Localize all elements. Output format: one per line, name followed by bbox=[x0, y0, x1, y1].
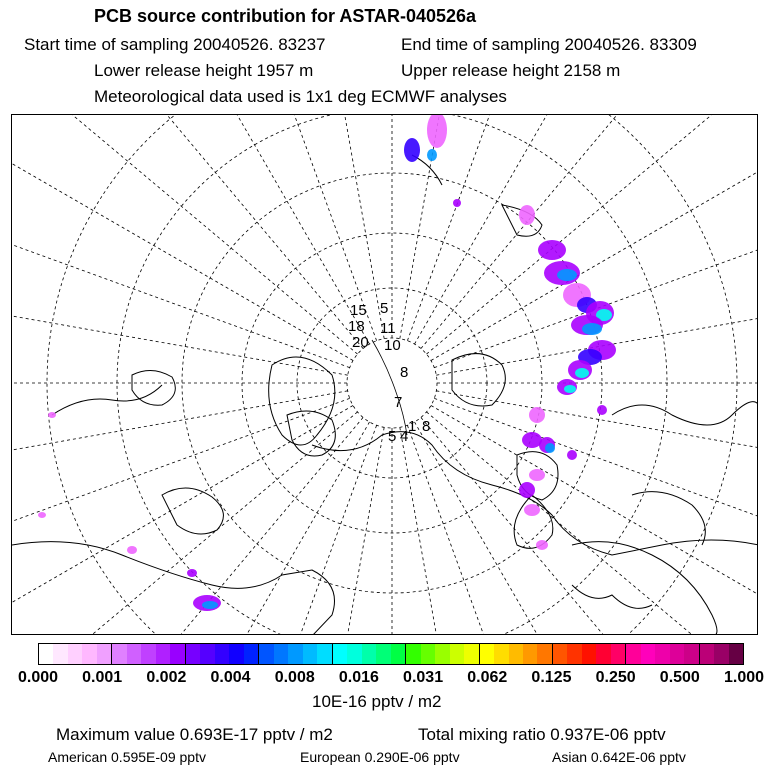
color-scale-cell bbox=[626, 644, 640, 664]
american-contribution: American 0.595E-09 pptv bbox=[48, 749, 206, 765]
meridian-line bbox=[12, 398, 350, 622]
color-scale-tick-label: 0.062 bbox=[467, 669, 508, 686]
plume-blob bbox=[127, 546, 137, 554]
meridian-line bbox=[42, 115, 370, 344]
trajectory-label: 1 bbox=[408, 418, 417, 435]
color-scale-cell bbox=[596, 644, 610, 664]
lower-release-label: Lower release height 1957 m bbox=[94, 61, 314, 80]
color-scale-bar bbox=[38, 643, 744, 665]
color-scale-tick-label: 0.125 bbox=[531, 669, 572, 686]
color-scale-cell bbox=[641, 644, 655, 664]
plume-blob bbox=[38, 512, 46, 518]
color-scale-cell bbox=[156, 644, 170, 664]
color-scale-tick-label: 1.000 bbox=[723, 669, 765, 686]
plume-blob bbox=[427, 149, 437, 161]
color-scale-cell bbox=[553, 644, 567, 664]
color-scale-cell bbox=[259, 644, 273, 664]
color-scale-cell bbox=[333, 644, 347, 664]
color-scale-cell bbox=[215, 644, 229, 664]
plume-blob bbox=[557, 269, 577, 281]
color-scale-cell bbox=[288, 644, 302, 664]
color-scale-cell bbox=[480, 644, 494, 664]
meridian-line bbox=[12, 406, 353, 636]
color-scale-cell bbox=[53, 644, 67, 664]
trajectory-label: 10 bbox=[384, 337, 401, 354]
coastline bbox=[269, 357, 335, 445]
color-scale-cell bbox=[700, 644, 714, 664]
color-scale-cell bbox=[186, 644, 200, 664]
plume-blob bbox=[427, 115, 447, 148]
color-scale-cell bbox=[494, 644, 508, 664]
meridian-line bbox=[270, 115, 384, 339]
color-scale-cell bbox=[112, 644, 126, 664]
plume-blob bbox=[529, 407, 545, 423]
color-scale-cell bbox=[127, 644, 141, 664]
plume-blob bbox=[519, 205, 535, 225]
plume-blob bbox=[567, 450, 577, 460]
plume-blob bbox=[536, 540, 548, 550]
color-scale-tick-label: 0.000 bbox=[17, 669, 59, 686]
polar-map bbox=[12, 115, 758, 635]
color-scale-cell bbox=[229, 644, 243, 664]
meridian-line bbox=[12, 115, 358, 354]
trajectory-label: 15 bbox=[350, 302, 367, 319]
plume-blob bbox=[538, 240, 566, 260]
color-scale-cell bbox=[450, 644, 464, 664]
plume-blob bbox=[582, 323, 602, 335]
color-scale-tick-label: 0.016 bbox=[338, 669, 379, 686]
color-scale-cell bbox=[435, 644, 449, 664]
color-scale-cell bbox=[200, 644, 214, 664]
latitude-circle bbox=[297, 288, 487, 478]
unit-label: 10E-16 pptv / m2 bbox=[312, 692, 442, 711]
color-scale-cell bbox=[523, 644, 537, 664]
meridian-line bbox=[436, 391, 758, 505]
color-scale-cell bbox=[567, 644, 581, 664]
trajectory-labels bbox=[348, 300, 430, 445]
meridian-line bbox=[12, 144, 350, 368]
color-scale-cell bbox=[170, 644, 185, 664]
map-title: PCB source contribution for ASTAR-040526a bbox=[94, 6, 477, 26]
color-scale-cell bbox=[244, 644, 259, 664]
meridian-line bbox=[426, 412, 758, 635]
color-scale-cell bbox=[274, 644, 288, 664]
coastline bbox=[632, 492, 705, 545]
map-frame bbox=[11, 114, 758, 635]
plume-blob bbox=[597, 405, 607, 415]
trajectory-label: 8 bbox=[400, 364, 409, 381]
coastline bbox=[612, 402, 758, 425]
color-scale-cell bbox=[421, 644, 435, 664]
plume-blob bbox=[453, 199, 461, 207]
color-scale-cell bbox=[655, 644, 669, 664]
plume-blob bbox=[522, 432, 542, 448]
meridian-line bbox=[12, 115, 363, 349]
color-scale-tick-label: 0.001 bbox=[82, 669, 123, 686]
color-scale-tick-label: 0.500 bbox=[659, 669, 700, 686]
trajectory-label: 11 bbox=[380, 320, 396, 337]
plume-blob bbox=[524, 504, 540, 516]
plume-blob bbox=[202, 601, 218, 609]
color-scale-cell bbox=[537, 644, 552, 664]
color-scale-cell bbox=[303, 644, 317, 664]
color-scale-cell bbox=[391, 644, 406, 664]
color-scale-cell bbox=[714, 644, 728, 664]
plume-field bbox=[38, 115, 616, 611]
color-scale-cell bbox=[684, 644, 699, 664]
plume-blob bbox=[564, 385, 576, 393]
meridian-line bbox=[12, 115, 353, 361]
color-scale-cell bbox=[68, 644, 82, 664]
trajectory-label: 4 bbox=[400, 428, 409, 445]
coastline bbox=[52, 385, 162, 415]
color-scale-tick-label: 0.250 bbox=[595, 669, 636, 686]
color-scale-cell bbox=[729, 644, 743, 664]
trajectory-label: 18 bbox=[348, 318, 365, 335]
meridian-line bbox=[431, 406, 758, 636]
plume-blob bbox=[187, 569, 197, 577]
trajectory-line bbox=[372, 340, 407, 435]
trajectory-label: 7 bbox=[394, 394, 403, 411]
trajectory-label: 5 bbox=[388, 428, 397, 445]
color-scale-cell bbox=[464, 644, 479, 664]
max-value-label: Maximum value 0.693E-17 pptv / m2 bbox=[56, 725, 333, 744]
asian-contribution: Asian 0.642E-06 pptv bbox=[552, 749, 686, 765]
color-scale-cell bbox=[317, 644, 332, 664]
meridian-line bbox=[415, 422, 743, 635]
color-scale-cell bbox=[582, 644, 596, 664]
plume-blob bbox=[575, 368, 589, 378]
color-scale-tick-label: 0.008 bbox=[274, 669, 315, 686]
color-scale-cell bbox=[347, 644, 361, 664]
color-scale-cell bbox=[509, 644, 523, 664]
color-scale-cell bbox=[362, 644, 376, 664]
color-scale-cell bbox=[376, 644, 390, 664]
trajectory-label: 5 bbox=[380, 300, 389, 317]
meridian-line bbox=[153, 115, 377, 341]
color-scale-cell bbox=[39, 644, 53, 664]
color-scale-cell bbox=[82, 644, 96, 664]
color-scale-tick-label: 0.004 bbox=[210, 669, 251, 686]
european-contribution: European 0.290E-06 pptv bbox=[300, 749, 460, 765]
coastline bbox=[572, 585, 652, 608]
trajectory-label: 8 bbox=[422, 418, 431, 435]
meteo-data-label: Meteorological data used is 1x1 deg ECMWF analyses bbox=[94, 87, 507, 106]
plume-blob bbox=[529, 469, 545, 481]
coastline bbox=[514, 495, 553, 548]
color-scale-cell bbox=[611, 644, 626, 664]
trajectory-label: 20 bbox=[352, 334, 369, 351]
coastline bbox=[132, 370, 175, 405]
color-scale-cell bbox=[406, 644, 420, 664]
color-scale-tick-label: 0.002 bbox=[146, 669, 187, 686]
graticule bbox=[12, 115, 758, 635]
total-mixing-label: Total mixing ratio 0.937E-06 pptv bbox=[418, 725, 666, 744]
color-scale-tick-label: 0.031 bbox=[403, 669, 444, 686]
plume-blob bbox=[404, 138, 420, 162]
meridian-line bbox=[12, 417, 363, 635]
coastline bbox=[312, 432, 758, 555]
coastline bbox=[572, 542, 717, 635]
meridian-line bbox=[415, 115, 743, 344]
end-time-label: End time of sampling 20040526. 83309 bbox=[401, 35, 697, 54]
plume-blob bbox=[48, 412, 56, 418]
coastlines bbox=[12, 155, 758, 635]
plume-blob bbox=[519, 482, 535, 498]
color-scale-cell bbox=[670, 644, 684, 664]
meridian-line bbox=[12, 261, 348, 375]
upper-release-label: Upper release height 2158 m bbox=[401, 61, 621, 80]
color-scale-cell bbox=[97, 644, 112, 664]
coastline bbox=[12, 542, 335, 635]
meridian-line bbox=[12, 412, 358, 635]
color-scale-cell bbox=[141, 644, 155, 664]
plume-blob bbox=[545, 443, 555, 453]
start-time-label: Start time of sampling 20040526. 83237 bbox=[24, 35, 326, 54]
